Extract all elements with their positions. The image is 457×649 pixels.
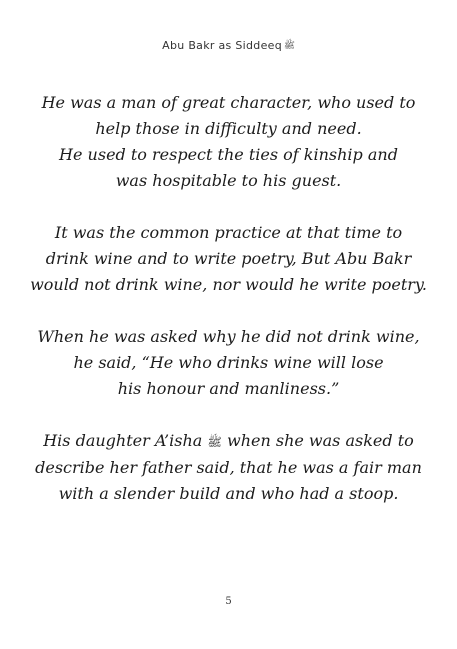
body-text [18, 90, 439, 533]
running-head [0, 39, 457, 53]
text-line: help those in difficulty and need. [95, 119, 362, 138]
text-line: He used to respect the ties of kinship and [59, 145, 398, 164]
honorific-symbol: ﷺ [207, 435, 222, 449]
paragraph-wine-poetry [18, 220, 439, 298]
text-line: When he was asked why he did not drink wine, [37, 327, 420, 346]
text-line: was hospitable to his guest. [115, 171, 342, 190]
text-fragment: His daughter A’isha [43, 431, 203, 450]
text-line: with a slender build and who had a stoop. [58, 484, 399, 503]
paragraph-quote [18, 324, 439, 402]
running-head-title: Abu Bakr as Siddeeq [162, 39, 282, 52]
paragraph-description [18, 428, 439, 507]
text-line: his honour and manliness.” [117, 379, 340, 398]
text-line: describe her father said, that he was a fair man [35, 458, 422, 477]
honorific-symbol: ﷺ [283, 41, 295, 51]
page-number: 5 [225, 596, 232, 607]
text-line: drink wine and to write poetry, But Abu Bakr [45, 249, 412, 268]
paragraph-character [18, 90, 439, 194]
text-fragment: when she was asked to [227, 431, 414, 450]
text-line: he said, “He who drinks wine will lose [73, 353, 384, 372]
text-line [18, 428, 439, 455]
text-line: He was a man of great character, who used to [41, 93, 416, 112]
text-line: It was the common practice at that time to [54, 223, 403, 242]
text-line: would not drink wine, nor would he write poetry. [30, 275, 427, 294]
